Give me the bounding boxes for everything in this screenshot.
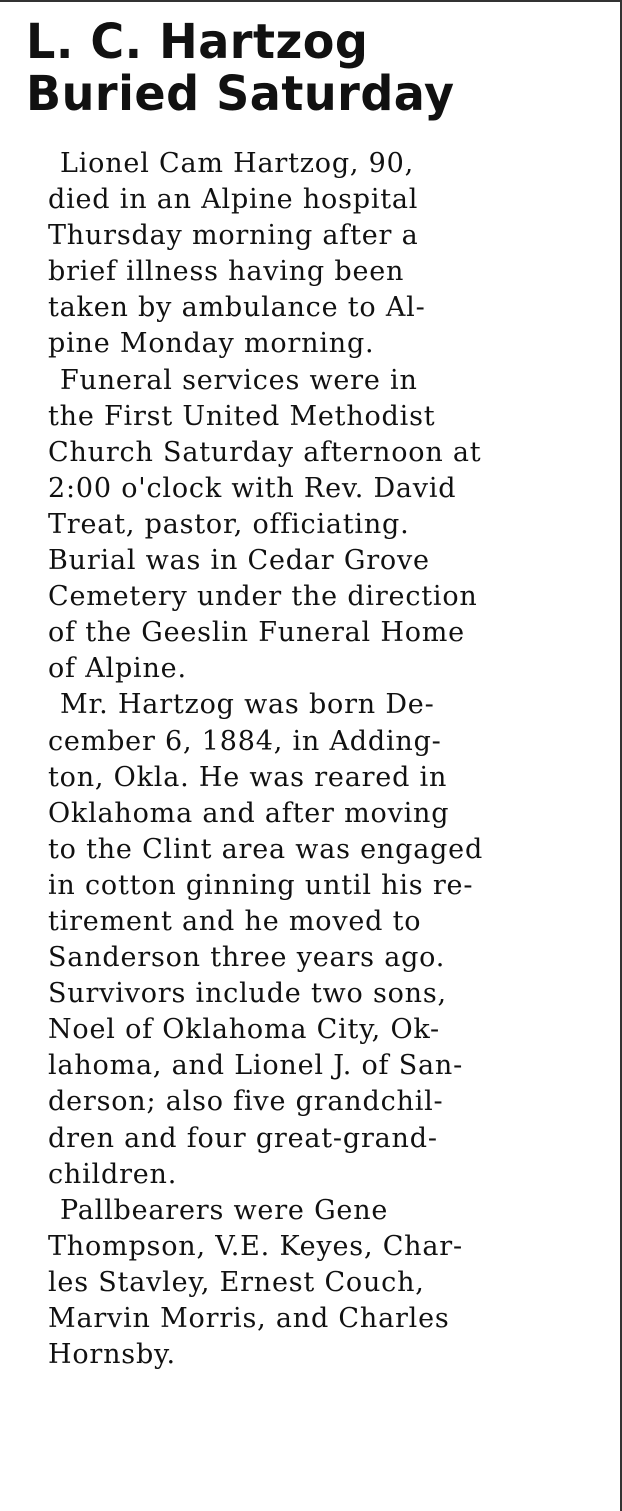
paragraph-2-line: Funeral services were in: [60, 364, 418, 396]
paragraph-1-line: Thursday morning after a: [48, 220, 419, 252]
paragraph-3-line: to the Clint area was engaged: [48, 833, 484, 865]
headline-line-1: L. C. Hartzog: [26, 14, 369, 70]
obituary-body: [48, 146, 608, 1373]
paragraph-3-line: lahoma, and Lionel J. of San-: [48, 1050, 464, 1082]
paragraph-4-line: Marvin Morris, and Charles: [48, 1303, 450, 1334]
paragraph-2-line: the First United Methodist: [48, 400, 436, 432]
paragraph-4-line: Pallbearers were Gene: [60, 1194, 389, 1226]
paragraph-3-line: Survivors include two sons,: [48, 978, 447, 1010]
paragraph-2-line: Church Saturday afternoon at: [48, 436, 482, 468]
paragraph-4-line: Hornsby.: [48, 1339, 176, 1371]
paragraph-2-line: of the Geeslin Funeral Home: [48, 617, 465, 649]
paragraph-3-line: children.: [48, 1158, 178, 1190]
paragraph-2-line: Treat, pastor, officiating.: [48, 508, 410, 540]
paragraph-3-line: in cotton ginning until his re-: [48, 869, 474, 901]
paragraph-4-line: Thompson, V.E. Keyes, Char-: [48, 1230, 463, 1262]
paragraph-1-line: brief illness having been: [48, 256, 405, 288]
paragraph-1-line: died in an Alpine hospital: [48, 184, 419, 216]
paragraph-2-line: 2:00 o'clock with Rev. David: [48, 472, 457, 504]
paragraph-1-line: Lionel Cam Hartzog, 90,: [60, 148, 415, 179]
paragraph-3-line: derson; also five grandchil-: [48, 1086, 444, 1118]
paragraph-3-line: dren and four great-grand-: [48, 1122, 438, 1154]
obituary-headline: [26, 16, 454, 120]
paragraph-3-line: Mr. Hartzog was born De-: [60, 689, 435, 721]
paragraph-2-line: of Alpine.: [48, 653, 187, 685]
paragraph-4-line: les Stavley, Ernest Couch,: [48, 1266, 425, 1298]
paragraph-3-line: Sanderson three years ago.: [48, 942, 446, 974]
paragraph-2-line: Cemetery under the direction: [48, 581, 478, 613]
paragraph-3-line: Noel of Oklahoma City, Ok-: [48, 1014, 440, 1046]
paragraph-2-line: Burial was in Cedar Grove: [48, 545, 430, 577]
paragraph-3-line: cember 6, 1884, in Adding-: [48, 725, 442, 757]
paragraph-1-line: taken by ambulance to Al-: [48, 292, 426, 324]
paragraph-1-line: pine Monday morning.: [48, 328, 375, 360]
clipping-top-border: [0, 0, 622, 2]
paragraph-3-line: tirement and he moved to: [48, 905, 422, 937]
paragraph-3-line: Oklahoma and after moving: [48, 797, 450, 829]
paragraph-3-line: ton, Okla. He was reared in: [48, 761, 448, 793]
headline-line-2: Buried Saturday: [26, 66, 455, 122]
